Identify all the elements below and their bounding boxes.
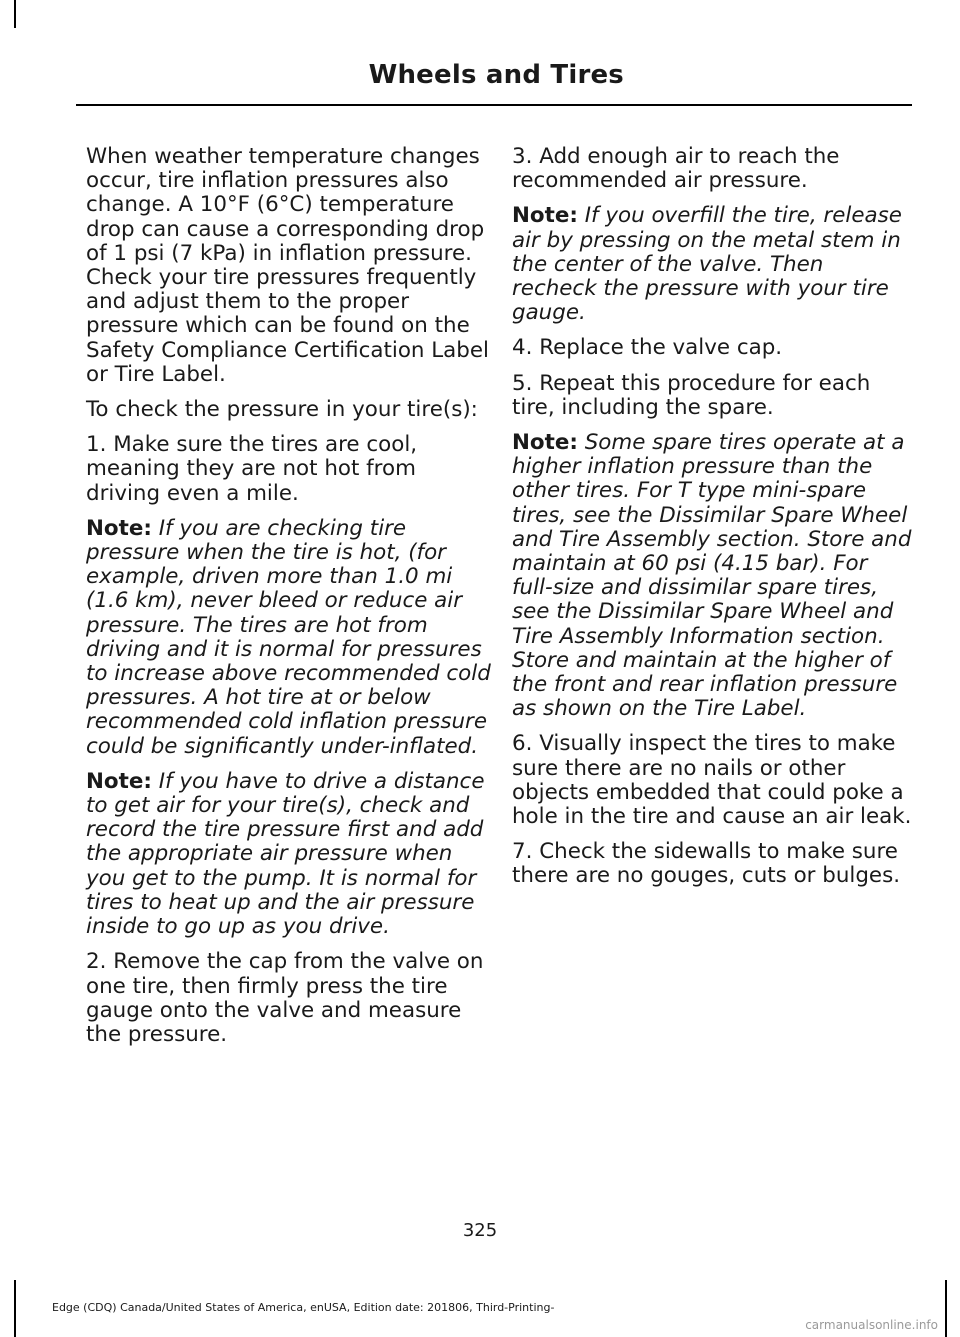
note-spare-tires <box>512 431 912 721</box>
note-drive-distance <box>86 770 496 939</box>
paragraph-temperature: When weather temperature changes occur, tire inflation pressures also change. A 10°F (6°C) temperature drop can cause a corresponding drop of 1 psi (7 kPa) in inflation pressure. Check your tire pressures frequently and adjust them to the proper pressure which can be found on the Safety Compliance Certification Label or Tire Label. <box>86 144 489 387</box>
note-text: If you overfill the tire, release air by pressing on the metal stem in the center of the valve. Then recheck the pressure with your tire gauge. <box>512 203 902 326</box>
paragraph-intro: To check the pressure in your tire(s): <box>86 397 478 423</box>
note-hot-tire <box>86 517 496 759</box>
note-overfill <box>512 204 912 325</box>
step-3: 3. Add enough air to reach the recommended air pressure. <box>512 144 840 194</box>
step-1: 1. Make sure the tires are cool, meaning they are not hot from driving even a mile. <box>86 432 418 506</box>
step-4: 4. Replace the valve cap. <box>512 335 783 361</box>
step-2: 2. Remove the cap from the valve on one tire, then firmly press the tire gauge onto the valve and measure the pressure. <box>86 949 484 1047</box>
crop-mark-top-left <box>14 0 16 28</box>
step-7: 7. Check the sidewalls to make sure there are no gouges, cuts or bulges. <box>512 839 901 889</box>
left-column <box>86 145 496 1058</box>
note-label: Note: <box>512 430 578 456</box>
watermark: carmanualsonline.info <box>805 1318 938 1332</box>
note-label: Note: <box>512 203 578 229</box>
note-label: Note: <box>86 515 152 541</box>
page-title: Wheels and Tires <box>368 60 624 90</box>
page-number: 325 <box>462 1220 498 1241</box>
crop-mark-bottom-left <box>14 1280 16 1337</box>
crop-mark-bottom-right <box>945 1280 947 1337</box>
note-text: If you are checking tire pressure when the tire is hot, (for example, driven more than 1.0 mi (1.6 km), never bleed or reduce air pressure. The tires are hot from driving and it is normal for pressures to increase above recommended cold pressures. A hot tire at or below recommended cold inflation pressure could be significantly under-inflated. <box>86 515 491 759</box>
step-5: 5. Repeat this procedure for each tire, including the spare. <box>512 370 871 420</box>
right-column <box>512 145 912 900</box>
note-text: If you have to drive a distance to get air for your tire(s), check and record the tire pressure first and add the appropriate air pressure when you get to the pump. It is normal for tires to heat up and the air pressure inside to go up as you drive. <box>86 768 485 940</box>
note-text: Some spare tires operate at a higher inflation pressure than the other tires. For T type mini-spare tires, see the Dissimilar Spare Wheel and Tire Assembly section. Store and maintain at 60 psi (4.15 bar). For full-size and dissimilar spare tires, see the Dissimilar Spare Wheel and Tire Assembly Information section. Store and maintain at the higher of the front and rear inflation pressure as shown on the Tire Label. <box>512 430 912 722</box>
note-label: Note: <box>86 768 152 794</box>
step-6: 6. Visually inspect the tires to make sure there are no nails or other objects embedded that could poke a hole in the tire and cause an air leak. <box>512 731 912 830</box>
edition-footer: Edge (CDQ) Canada/United States of America, enUSA, Edition date: 201806, Third-Printing- <box>52 1301 555 1314</box>
header-divider <box>76 104 912 106</box>
